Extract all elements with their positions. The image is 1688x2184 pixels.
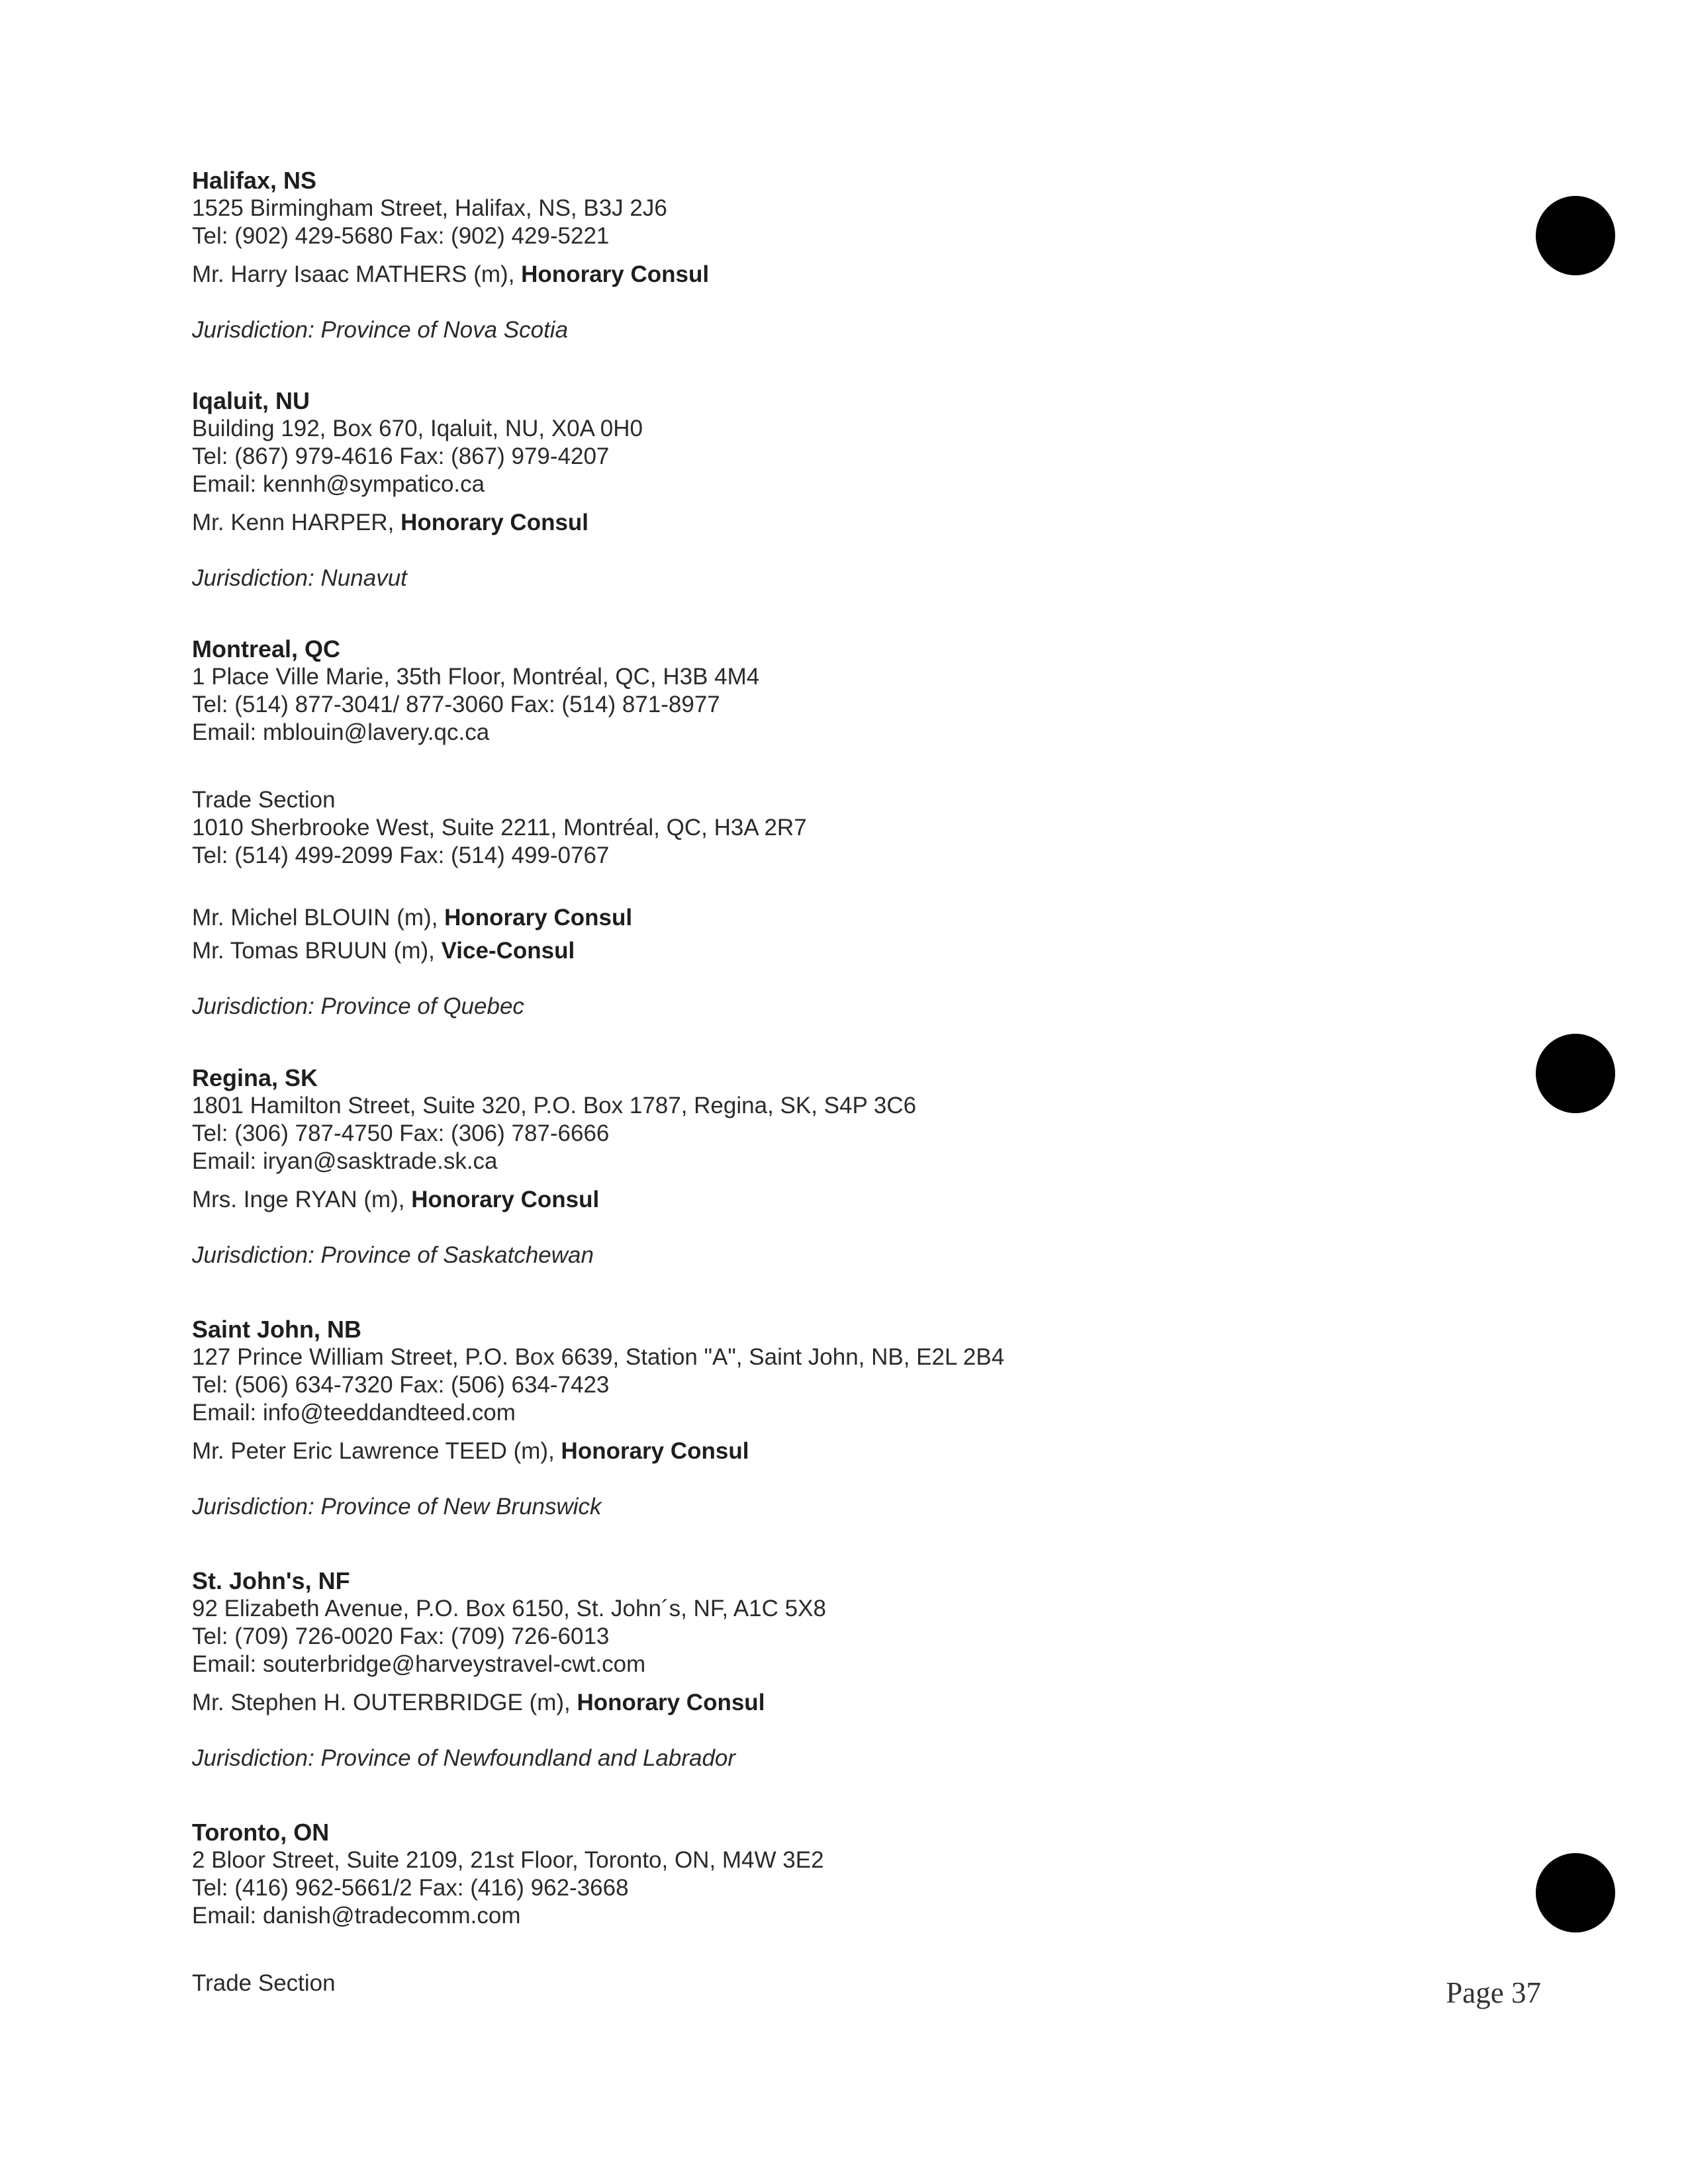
punch-hole-bottom (1536, 1853, 1615, 1933)
email-line: Email: kennh@sympatico.ca (192, 471, 485, 497)
city-heading: Regina, SK (192, 1064, 318, 1091)
consul-line (192, 1689, 1450, 1717)
city-heading: Toronto, ON (192, 1819, 330, 1846)
address-line: 1801 Hamilton Street, Suite 320, P.O. Box 1787, Regina, SK, S4P 3C6 (192, 1093, 917, 1118)
jurisdiction-line: Jurisdiction: Nunavut (192, 565, 407, 591)
consul-title: Honorary Consul (411, 1187, 600, 1212)
consul-line (192, 261, 1450, 289)
trade-address-line: 1010 Sherbrooke West, Suite 2211, Montréal, QC, H3A 2R7 (192, 815, 807, 841)
trade-section-label: Trade Section (192, 1970, 336, 1996)
punch-hole-middle (1536, 1034, 1615, 1113)
consulate-entry-toronto (192, 1819, 1450, 1997)
email-line: Email: info@teeddandteed.com (192, 1400, 516, 1426)
address-line: 1525 Birmingham Street, Halifax, NS, B3J 2J6 (192, 195, 667, 221)
consul-title: Honorary Consul (444, 905, 633, 931)
city-heading: Iqaluit, NU (192, 387, 310, 414)
consul-title: Honorary Consul (577, 1690, 765, 1715)
punch-hole-top (1536, 196, 1615, 275)
email-line: Email: iryan@sasktrade.sk.ca (192, 1148, 498, 1174)
jurisdiction-line: Jurisdiction: Province of New Brunswick (192, 1494, 602, 1520)
trade-section-label: Trade Section (192, 787, 336, 813)
consul-line (192, 1437, 1450, 1465)
consul-name: Mr. Peter Eric Lawrence TEED (m), (192, 1438, 561, 1464)
city-heading: Halifax, NS (192, 167, 317, 194)
tel-fax-line: Tel: (709) 726-0020 Fax: (709) 726-6013 (192, 1623, 610, 1649)
city-heading: St. John's, NF (192, 1567, 350, 1594)
consul-title: Honorary Consul (521, 261, 710, 287)
tel-fax-line: Tel: (506) 634-7320 Fax: (506) 634-7423 (192, 1372, 610, 1398)
address-line: 1 Place Ville Marie, 35th Floor, Montréal, QC, H3B 4M4 (192, 664, 760, 690)
page-number: Page 37 (1446, 1976, 1541, 2009)
jurisdiction-line: Jurisdiction: Province of Nova Scotia (192, 317, 569, 343)
jurisdiction-line: Jurisdiction: Province of Newfoundland and Labrador (192, 1745, 736, 1771)
consulate-entry-regina (192, 1064, 1450, 1269)
consul-name: Mr. Harry Isaac MATHERS (m), (192, 261, 522, 287)
consul-name: Mr. Kenn HARPER, (192, 510, 401, 535)
consulate-entry-saint-john (192, 1316, 1450, 1521)
email-line: Email: danish@tradecomm.com (192, 1903, 521, 1929)
address-line: Building 192, Box 670, Iqaluit, NU, X0A 0H0 (192, 416, 643, 441)
consulate-entry-iqaluit (192, 387, 1450, 592)
trade-tel-fax-line: Tel: (514) 499-2099 Fax: (514) 499-0767 (192, 842, 610, 868)
consulate-entry-st-johns (192, 1567, 1450, 1772)
tel-fax-line: Tel: (416) 962-5661/2 Fax: (416) 962-3668 (192, 1875, 629, 1901)
email-line: Email: souterbridge@harveystravel-cwt.com (192, 1651, 646, 1677)
consul-title: Honorary Consul (400, 510, 589, 535)
address-line: 2 Bloor Street, Suite 2109, 21st Floor, Toronto, ON, M4W 3E2 (192, 1847, 824, 1873)
city-heading: Montreal, QC (192, 635, 341, 662)
consul-line (192, 509, 1450, 537)
tel-fax-line: Tel: (514) 877-3041/ 877-3060 Fax: (514) 871-8977 (192, 692, 720, 717)
vice-consul-name: Mr. Tomas BRUUN (m), (192, 938, 442, 964)
tel-fax-line: Tel: (902) 429-5680 Fax: (902) 429-5221 (192, 223, 610, 249)
tel-fax-line: Tel: (867) 979-4616 Fax: (867) 979-4207 (192, 443, 610, 469)
consulate-entry-montreal (192, 635, 1450, 1021)
tel-fax-line: Tel: (306) 787-4750 Fax: (306) 787-6666 (192, 1120, 610, 1146)
address-line: 92 Elizabeth Avenue, P.O. Box 6150, St. John´s, NF, A1C 5X8 (192, 1596, 826, 1621)
consulate-entry-halifax (192, 167, 1450, 344)
consul-name: Mr. Stephen H. OUTERBRIDGE (m), (192, 1690, 577, 1715)
consul-line (192, 1186, 1450, 1214)
email-line: Email: mblouin@lavery.qc.ca (192, 719, 490, 745)
consul-line (192, 904, 1450, 932)
consul-title: Honorary Consul (561, 1438, 749, 1464)
vice-consul-line (192, 937, 1450, 965)
vice-consul-title: Vice-Consul (441, 938, 575, 964)
jurisdiction-line: Jurisdiction: Province of Quebec (192, 993, 524, 1019)
jurisdiction-line: Jurisdiction: Province of Saskatchewan (192, 1242, 594, 1268)
consul-name: Mr. Michel BLOUIN (m), (192, 905, 445, 931)
address-line: 127 Prince William Street, P.O. Box 6639, Station "A", Saint John, NB, E2L 2B4 (192, 1344, 1005, 1370)
city-heading: Saint John, NB (192, 1316, 362, 1343)
consul-name: Mrs. Inge RYAN (m), (192, 1187, 412, 1212)
